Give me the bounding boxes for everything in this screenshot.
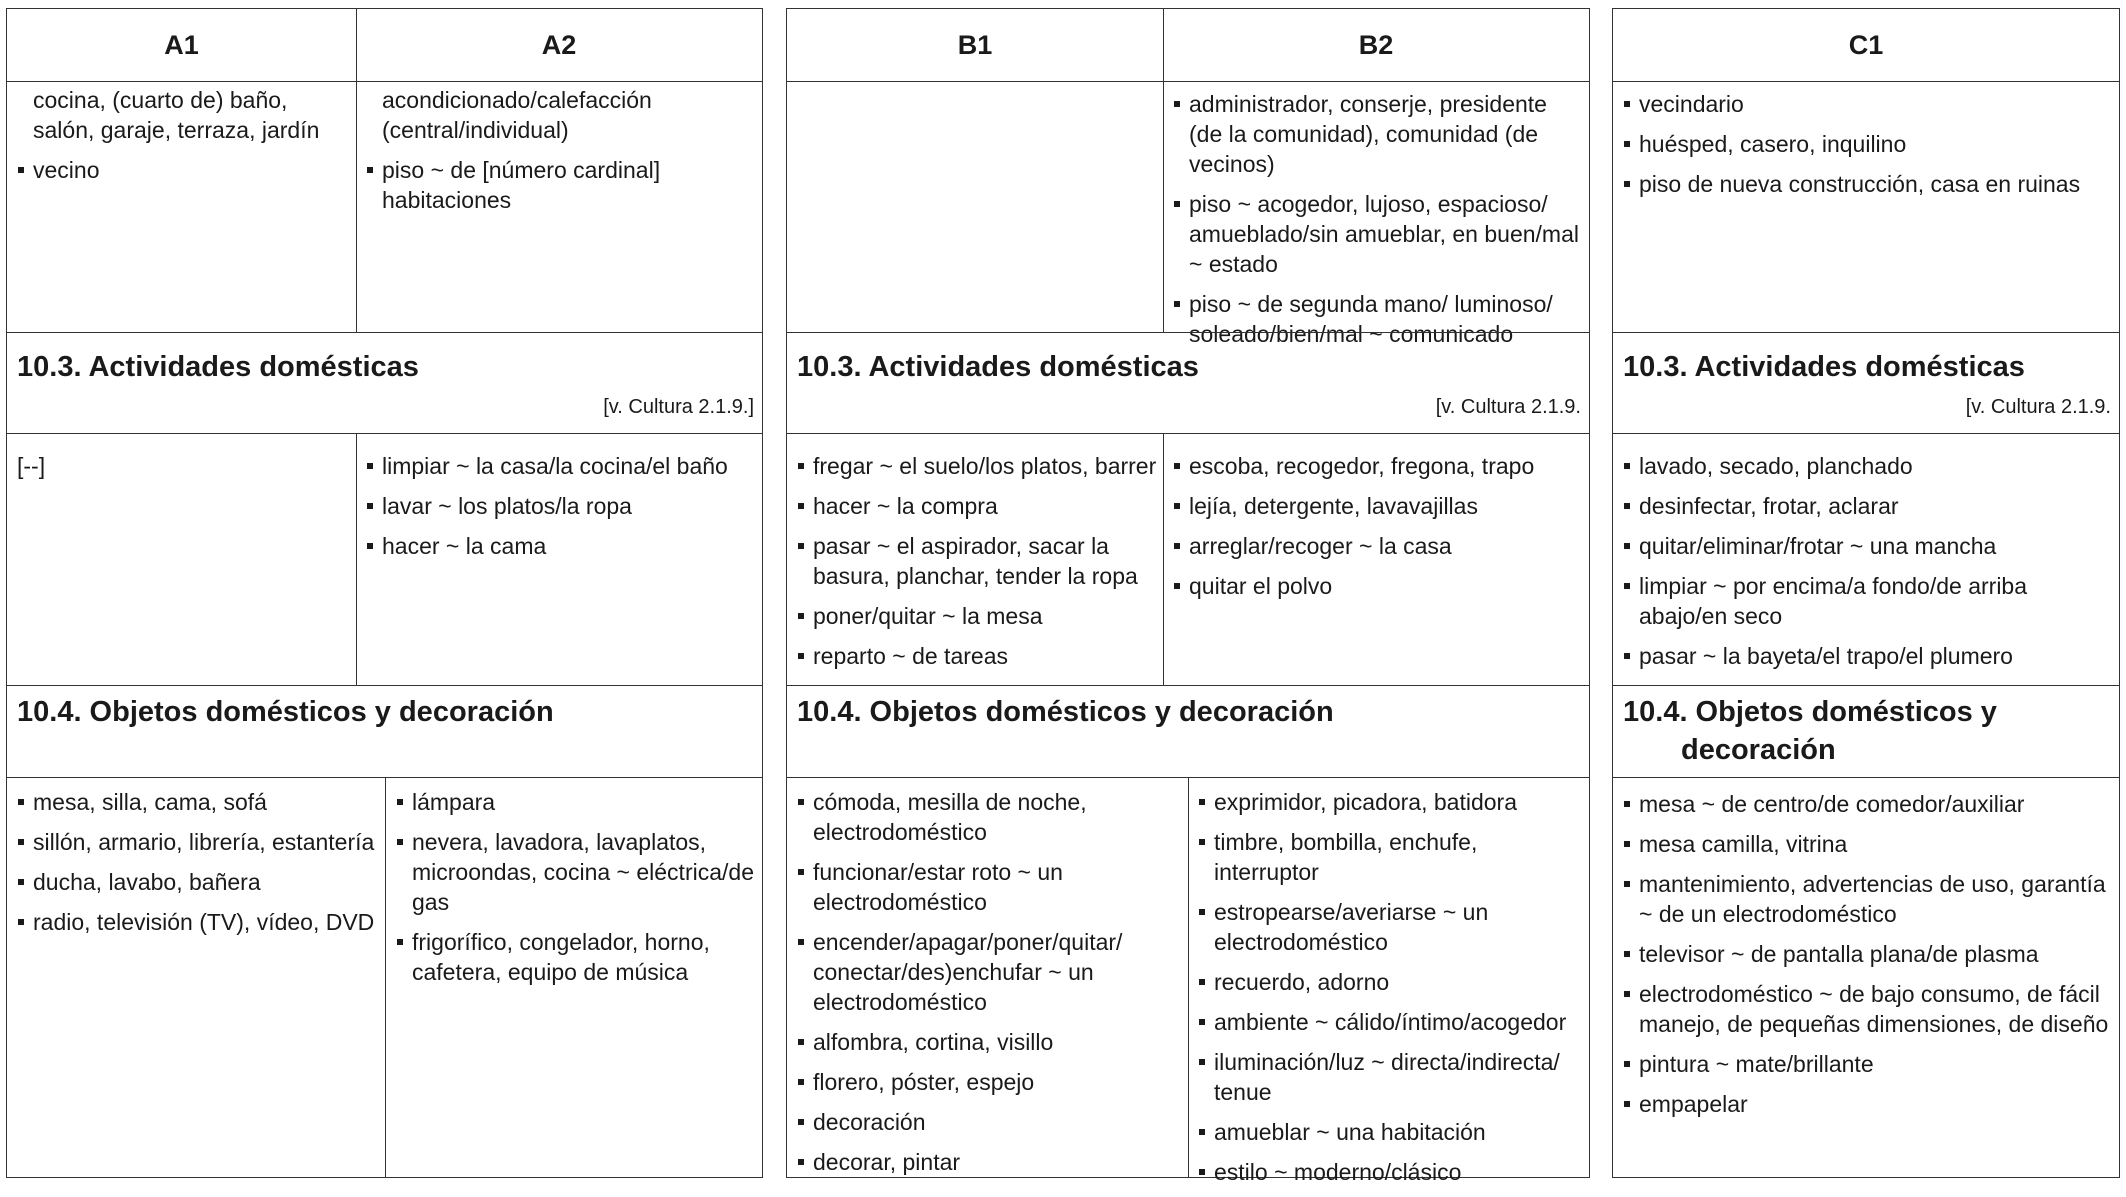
list-item: lámpara <box>396 787 756 817</box>
list-item: exprimidor, picadora, batidora <box>1198 787 1583 817</box>
list-item: piso de nueva construcción, casa en ruinas <box>1623 169 2109 199</box>
section-title-10-3: 10.3. Actividades domésticas <box>797 351 1199 383</box>
list-item: desinfectar, frotar, aclarar <box>1623 491 2113 521</box>
list-item: hacer ~ la compra <box>797 491 1159 521</box>
list-item: electrodoméstico ~ de bajo consumo, de fácil manejo, de pequeñas dimensiones, de diseño <box>1623 979 2113 1039</box>
row2-a2-cell <box>366 451 756 571</box>
row3-c1-cell <box>1623 789 2113 1129</box>
list-item: amueblar ~ una habitación <box>1198 1117 1583 1147</box>
row3-b1-cell <box>797 787 1182 1187</box>
list-item: reparto ~ de tareas <box>797 641 1159 671</box>
section-title-10-4-line2: decoración <box>1681 734 1836 766</box>
list-item: acondicionado/calefacción (central/individual) <box>382 87 652 143</box>
list-item: piso ~ de segunda mano/ luminoso/ soleado/bien/mal ~ comunicado <box>1173 289 1581 349</box>
list-item: encender/apagar/poner/quitar/ conectar/des)enchufar ~ un electrodoméstico <box>797 927 1182 1017</box>
list-item: cocina, (cuarto de) baño, salón, garaje, terraza, jardín <box>33 87 320 143</box>
list-item: lavado, secado, planchado <box>1623 451 2113 481</box>
list-item: vecindario <box>1623 89 2109 119</box>
list-item: mantenimiento, advertencias de uso, garantía ~ de un electrodoméstico <box>1623 869 2113 929</box>
list-item: ambiente ~ cálido/íntimo/acogedor <box>1198 1007 1583 1037</box>
row1-a2-cell <box>366 85 746 225</box>
list-item: poner/quitar ~ la mesa <box>797 601 1159 631</box>
level-header-a2: A2 <box>541 29 577 60</box>
row1-c1-cell <box>1623 89 2109 209</box>
list-item: funcionar/estar roto ~ un electrodoméstico <box>797 857 1182 917</box>
list-item: estropearse/averiarse ~ un electrodoméstico <box>1198 897 1583 957</box>
section-title-10-4: 10.4. Objetos domésticos y decoración <box>797 696 1334 728</box>
list-item: piso ~ de [número cardinal] habitaciones <box>366 155 746 215</box>
list-item: huésped, casero, inquilino <box>1623 129 2109 159</box>
list-item: mesa camilla, vitrina <box>1623 829 2113 859</box>
list-item: quitar/eliminar/frotar ~ una mancha <box>1623 531 2113 561</box>
list-item: empapelar <box>1623 1089 2113 1119</box>
list-item: nevera, lavadora, lavaplatos, microondas, cocina ~ eléctrica/de gas <box>396 827 756 917</box>
list-item: hacer ~ la cama <box>366 531 756 561</box>
list-item: alfombra, cortina, visillo <box>797 1027 1182 1057</box>
row2-a1-cell: [--] <box>17 453 46 479</box>
list-item: decorar, pintar <box>797 1147 1182 1177</box>
list-item: iluminación/luz ~ directa/indirecta/ tenue <box>1198 1047 1583 1107</box>
list-item: lejía, detergente, lavavajillas <box>1173 491 1581 521</box>
list-item: frigorífico, congelador, horno, cafetera, equipo de música <box>396 927 756 987</box>
row1-a1-list <box>17 85 347 185</box>
list-item: limpiar ~ la casa/la cocina/el baño <box>366 451 756 481</box>
list-item: radio, televisión (TV), vídeo, DVD <box>17 907 377 937</box>
culture-reference: [v. Cultura 2.1.9. <box>1435 396 1581 418</box>
level-header-a1: A1 <box>164 29 199 60</box>
list-item: timbre, bombilla, enchufe, interruptor <box>1198 827 1583 887</box>
level-header-b2: B2 <box>1358 29 1394 60</box>
list-item: sillón, armario, librería, estantería <box>17 827 377 857</box>
list-item: cómoda, mesilla de noche, electrodoméstico <box>797 787 1182 847</box>
row3-a2-cell <box>396 787 756 997</box>
list-item: recuerdo, adorno <box>1198 967 1583 997</box>
list-item: estilo ~ moderno/clásico <box>1198 1157 1583 1187</box>
row1-a1-cell <box>17 85 347 195</box>
list-item: piso ~ acogedor, lujoso, espacioso/ amueblado/sin amueblar, en buen/mal ~ estado <box>1173 189 1581 279</box>
list-item: florero, póster, espejo <box>797 1067 1182 1097</box>
level-header-c1: C1 <box>1848 29 1884 60</box>
panel-b1-b2 <box>786 8 1590 1185</box>
list-item: pasar ~ el aspirador, sacar la basura, planchar, tender la ropa <box>797 531 1159 591</box>
list-item: limpiar ~ por encima/a fondo/de arriba abajo/en seco <box>1623 571 2113 631</box>
list-item: fregar ~ el suelo/los platos, barrer <box>797 451 1159 481</box>
row2-b2-cell <box>1173 451 1581 611</box>
list-item: lavar ~ los platos/la ropa <box>366 491 756 521</box>
list-item: arreglar/recoger ~ la casa <box>1173 531 1581 561</box>
section-title-10-3: 10.3. Actividades domésticas <box>1623 351 2025 383</box>
list-item: ducha, lavabo, bañera <box>17 867 377 897</box>
row2-c1-cell <box>1623 451 2113 681</box>
list-item: quitar el polvo <box>1173 571 1581 601</box>
culture-reference: [v. Cultura 2.1.9. <box>1965 396 2111 418</box>
row3-a1-cell <box>17 787 377 947</box>
list-item: escoba, recogedor, fregona, trapo <box>1173 451 1581 481</box>
row3-b2-cell <box>1198 787 1583 1197</box>
row1-b2-cell <box>1173 89 1581 359</box>
section-title-10-3: 10.3. Actividades domésticas <box>17 351 419 383</box>
list-item: administrador, conserje, presidente (de la comunidad), comunidad (de vecinos) <box>1173 89 1581 179</box>
list-item: pintura ~ mate/brillante <box>1623 1049 2113 1079</box>
list-item: mesa, silla, cama, sofá <box>17 787 377 817</box>
list-item: mesa ~ de centro/de comedor/auxiliar <box>1623 789 2113 819</box>
row2-b1-cell <box>797 451 1159 681</box>
panel-c1 <box>1612 8 2120 1178</box>
section-title-10-4-line1: 10.4. Objetos domésticos y <box>1623 696 1997 728</box>
section-title-10-4: 10.4. Objetos domésticos y decoración <box>17 696 554 728</box>
level-header-b1: B1 <box>957 29 993 60</box>
list-item: pasar ~ la bayeta/el trapo/el plumero <box>1623 641 2113 671</box>
list-item: televisor ~ de pantalla plana/de plasma <box>1623 939 2113 969</box>
list-item: decoración <box>797 1107 1182 1137</box>
panel-a1-a2 <box>6 8 763 1178</box>
culture-reference: [v. Cultura 2.1.9.] <box>603 396 754 418</box>
list-item: vecino <box>17 155 347 185</box>
